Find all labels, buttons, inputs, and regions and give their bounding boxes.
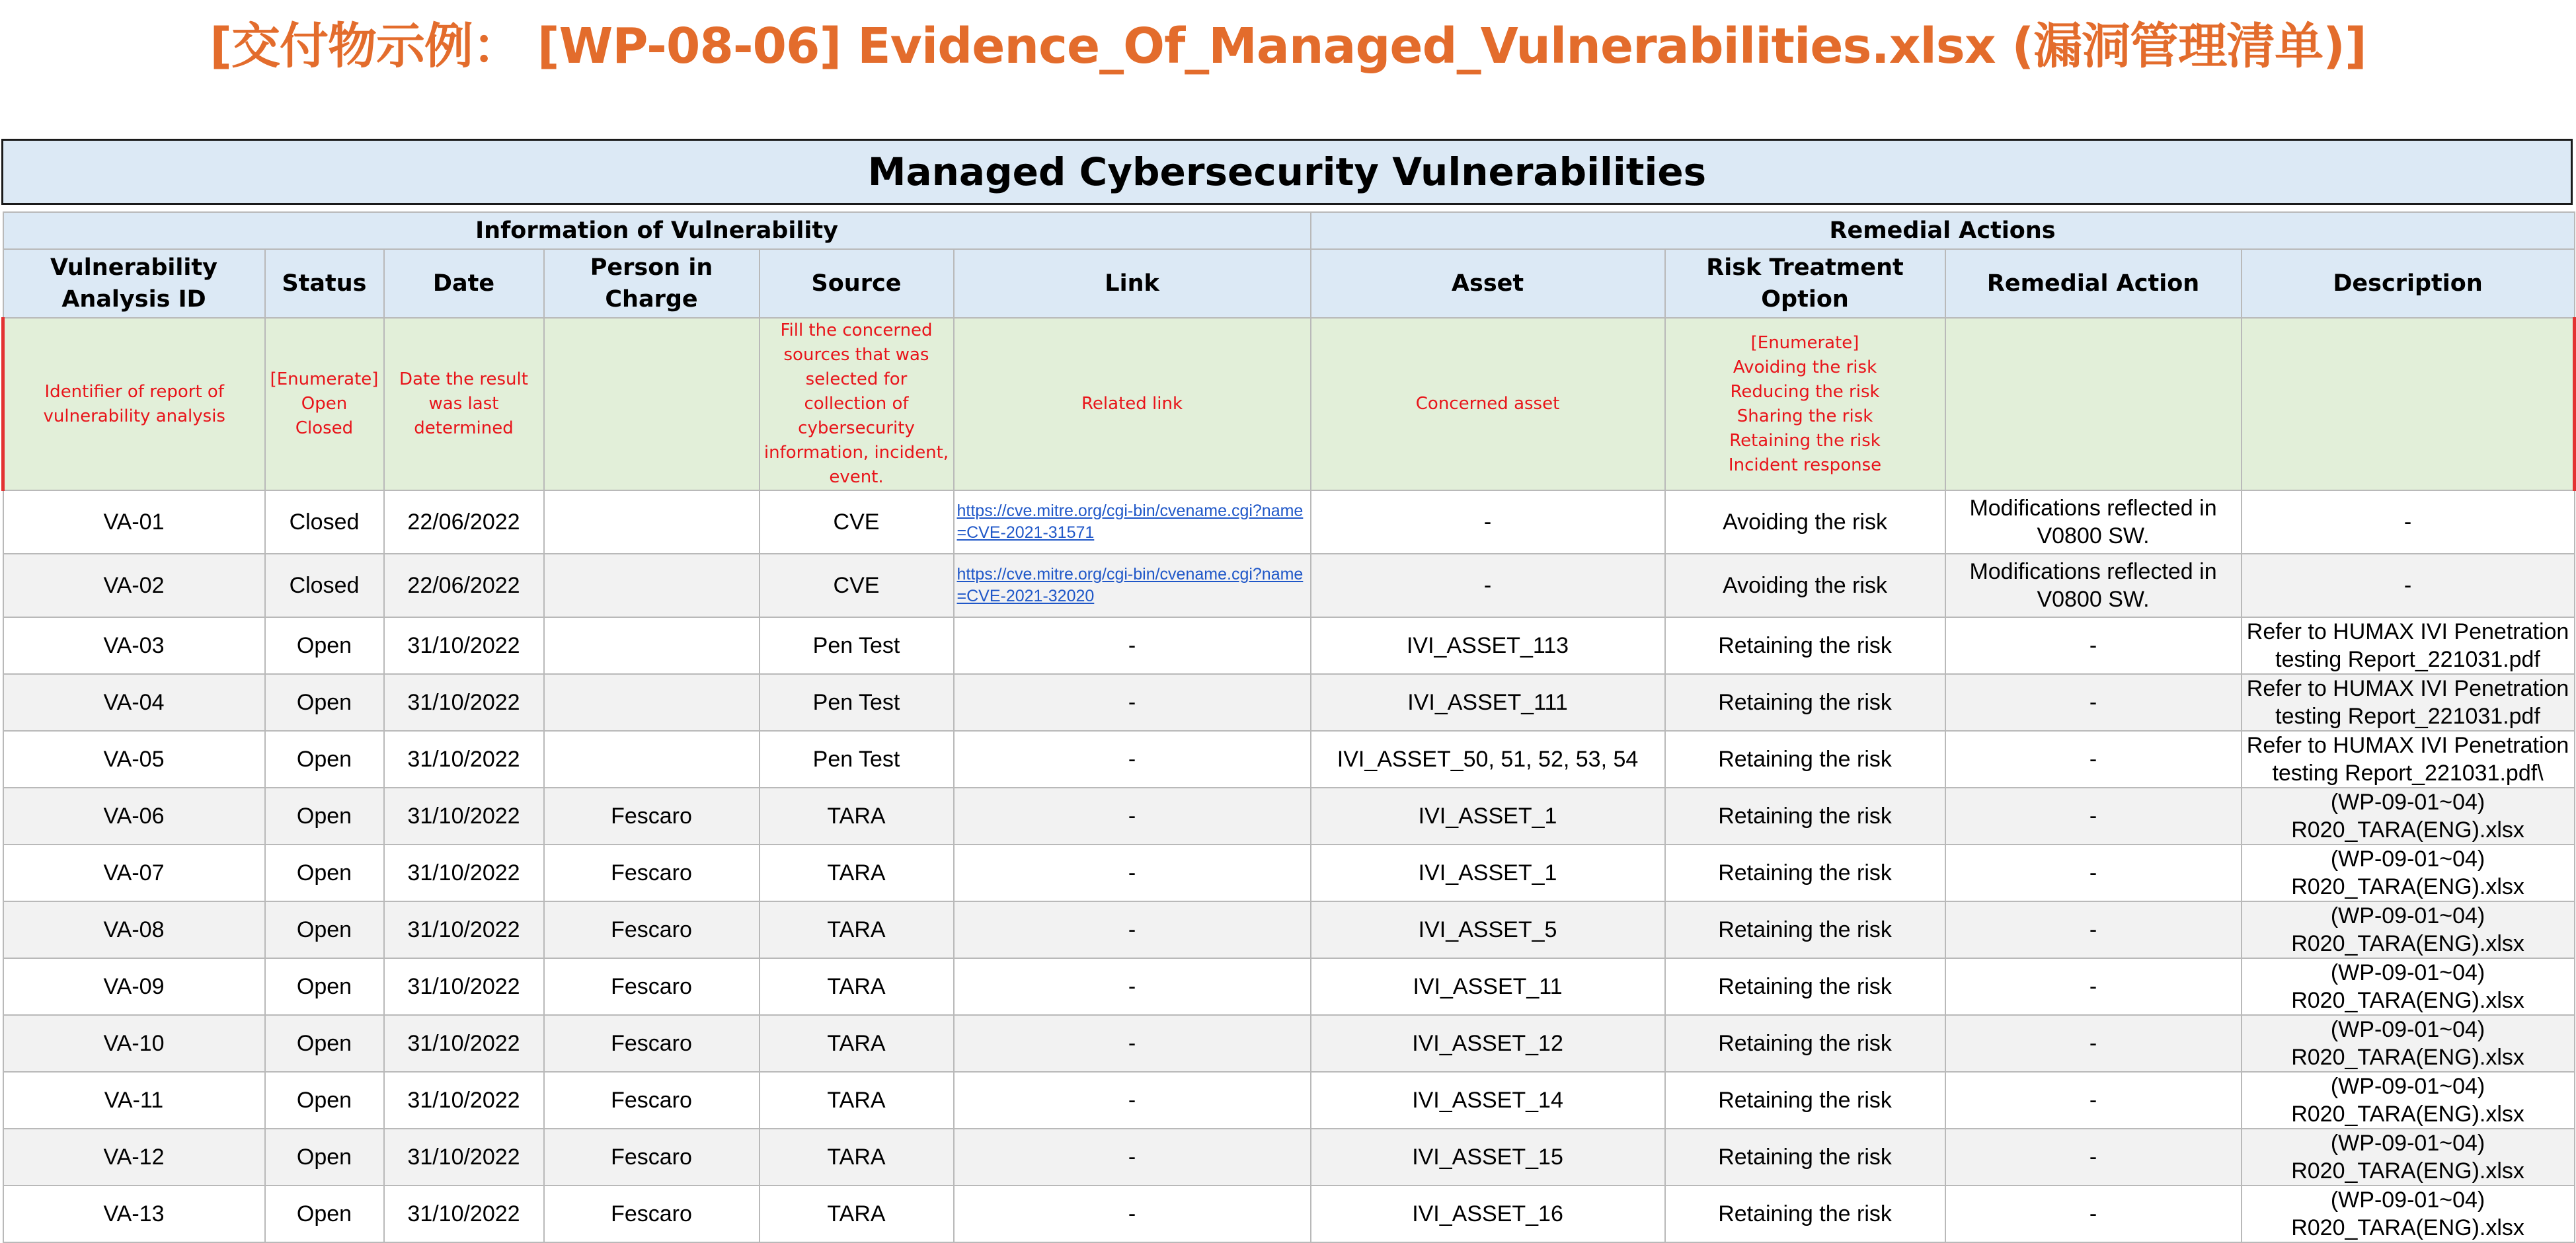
cell-description: (WP-09-01~04) R020_TARA(ENG).xlsx xyxy=(2242,788,2575,845)
cell-risk-treatment-option: Retaining the risk xyxy=(1665,1129,1945,1186)
guidance-status: [Enumerate] Open Closed xyxy=(265,318,384,490)
cell-person-in-charge: Fescaro xyxy=(544,958,760,1015)
cell-source: TARA xyxy=(760,845,954,901)
guidance-source: Fill the concerned sources that was selected for collection of cybersecurity information, incident, event. xyxy=(760,318,954,490)
column-header-asset: Asset xyxy=(1311,249,1665,318)
cell-vulnerability-id: VA-09 xyxy=(3,958,265,1015)
cell-vulnerability-id: VA-05 xyxy=(3,731,265,788)
cell-source: TARA xyxy=(760,1186,954,1242)
cell-status: Open xyxy=(265,674,384,731)
cell-vulnerability-id: VA-02 xyxy=(3,554,265,617)
cell-date: 31/10/2022 xyxy=(384,1186,544,1242)
cell-risk-treatment-option: Retaining the risk xyxy=(1665,1186,1945,1242)
cell-remedial-action: - xyxy=(1945,674,2242,731)
cell-date: 31/10/2022 xyxy=(384,731,544,788)
cell-source: Pen Test xyxy=(760,731,954,788)
cell-description: - xyxy=(2242,490,2575,554)
cell-person-in-charge: Fescaro xyxy=(544,1015,760,1072)
column-header-risk-treatment-option: Risk Treatment Option xyxy=(1665,249,1945,318)
cell-date: 22/06/2022 xyxy=(384,490,544,554)
cell-date: 31/10/2022 xyxy=(384,1072,544,1129)
cell-risk-treatment-option: Retaining the risk xyxy=(1665,901,1945,958)
cell-status: Open xyxy=(265,788,384,845)
cell-link xyxy=(954,554,1311,617)
cell-risk-treatment-option: Retaining the risk xyxy=(1665,617,1945,674)
guidance-description xyxy=(2242,318,2575,490)
cell-vulnerability-id: VA-04 xyxy=(3,674,265,731)
cell-status: Closed xyxy=(265,490,384,554)
cell-status: Open xyxy=(265,731,384,788)
table-row xyxy=(3,1129,2575,1186)
table-row xyxy=(3,788,2575,845)
cell-status: Open xyxy=(265,1186,384,1242)
guidance-vulnerability-id: Identifier of report of vulnerability analysis xyxy=(3,318,265,490)
cell-date: 31/10/2022 xyxy=(384,1015,544,1072)
cell-vulnerability-id: VA-11 xyxy=(3,1072,265,1129)
cell-status: Open xyxy=(265,1072,384,1129)
cell-asset: IVI_ASSET_16 xyxy=(1311,1186,1665,1242)
cell-asset: IVI_ASSET_111 xyxy=(1311,674,1665,731)
cell-link xyxy=(954,490,1311,554)
cell-asset: IVI_ASSET_113 xyxy=(1311,617,1665,674)
table-body xyxy=(3,490,2575,1242)
table-row xyxy=(3,845,2575,901)
cell-person-in-charge xyxy=(544,674,760,731)
cell-status: Open xyxy=(265,1129,384,1186)
guidance-asset: Concerned asset xyxy=(1311,318,1665,490)
cve-link[interactable]: https://cve.mitre.org/cgi-bin/cvename.cgi?name=CVE-2021-31571 xyxy=(956,502,1304,542)
cell-description: Refer to HUMAX IVI Penetration testing Report_221031.pdf xyxy=(2242,617,2575,674)
cell-asset: IVI_ASSET_50, 51, 52, 53, 54 xyxy=(1311,731,1665,788)
table-row xyxy=(3,1072,2575,1129)
table-row xyxy=(3,490,2575,554)
cell-link: - xyxy=(954,674,1311,731)
cell-risk-treatment-option: Retaining the risk xyxy=(1665,1015,1945,1072)
cell-description: Refer to HUMAX IVI Penetration testing Report_221031.pdf xyxy=(2242,674,2575,731)
cell-person-in-charge xyxy=(544,617,760,674)
cell-status: Closed xyxy=(265,554,384,617)
table-row xyxy=(3,1186,2575,1242)
cell-date: 31/10/2022 xyxy=(384,845,544,901)
cell-risk-treatment-option: Avoiding the risk xyxy=(1665,554,1945,617)
cell-asset: IVI_ASSET_12 xyxy=(1311,1015,1665,1072)
cell-person-in-charge: Fescaro xyxy=(544,901,760,958)
column-header-source: Source xyxy=(760,249,954,318)
cell-remedial-action: - xyxy=(1945,731,2242,788)
cell-remedial-action: - xyxy=(1945,845,2242,901)
cell-description: (WP-09-01~04) R020_TARA(ENG).xlsx xyxy=(2242,958,2575,1015)
cell-remedial-action: - xyxy=(1945,1186,2242,1242)
cell-status: Open xyxy=(265,901,384,958)
cell-link: - xyxy=(954,617,1311,674)
cell-person-in-charge xyxy=(544,490,760,554)
cell-status: Open xyxy=(265,617,384,674)
column-header-description: Description xyxy=(2242,249,2575,318)
cell-person-in-charge xyxy=(544,554,760,617)
cell-person-in-charge: Fescaro xyxy=(544,1072,760,1129)
guidance-remedial-action xyxy=(1945,318,2242,490)
column-header-link: Link xyxy=(954,249,1311,318)
cell-source: Pen Test xyxy=(760,674,954,731)
column-header-date: Date xyxy=(384,249,544,318)
cell-description: (WP-09-01~04) R020_TARA(ENG).xlsx xyxy=(2242,1186,2575,1242)
cell-link: - xyxy=(954,845,1311,901)
guidance-link: Related link xyxy=(954,318,1311,490)
group-header-remedial-actions: Remedial Actions xyxy=(1311,212,2575,249)
column-header-person-in-charge: Person in Charge xyxy=(544,249,760,318)
cell-remedial-action: - xyxy=(1945,1129,2242,1186)
cell-asset: IVI_ASSET_11 xyxy=(1311,958,1665,1015)
cell-asset: IVI_ASSET_1 xyxy=(1311,845,1665,901)
cell-risk-treatment-option: Retaining the risk xyxy=(1665,674,1945,731)
cell-risk-treatment-option: Retaining the risk xyxy=(1665,1072,1945,1129)
table-row xyxy=(3,617,2575,674)
cell-asset: IVI_ASSET_14 xyxy=(1311,1072,1665,1129)
column-header-status: Status xyxy=(265,249,384,318)
cell-description: - xyxy=(2242,554,2575,617)
cell-remedial-action: - xyxy=(1945,1072,2242,1129)
cell-date: 31/10/2022 xyxy=(384,788,544,845)
cell-person-in-charge: Fescaro xyxy=(544,1186,760,1242)
cell-source: TARA xyxy=(760,1129,954,1186)
table-row xyxy=(3,958,2575,1015)
cve-link[interactable]: https://cve.mitre.org/cgi-bin/cvename.cgi?name=CVE-2021-32020 xyxy=(956,565,1304,605)
cell-person-in-charge: Fescaro xyxy=(544,1129,760,1186)
table-row xyxy=(3,731,2575,788)
cell-description: (WP-09-01~04) R020_TARA(ENG).xlsx xyxy=(2242,1072,2575,1129)
cell-description: (WP-09-01~04) R020_TARA(ENG).xlsx xyxy=(2242,1129,2575,1186)
guidance-date: Date the result was last determined xyxy=(384,318,544,490)
cell-person-in-charge: Fescaro xyxy=(544,788,760,845)
cell-remedial-action: Modifications reflected in V0800 SW. xyxy=(1945,554,2242,617)
cell-remedial-action: - xyxy=(1945,1015,2242,1072)
spreadsheet xyxy=(1,139,2573,1243)
cell-asset: IVI_ASSET_5 xyxy=(1311,901,1665,958)
cell-remedial-action: - xyxy=(1945,958,2242,1015)
sheet-title: Managed Cybersecurity Vulnerabilities xyxy=(1,139,2573,205)
cell-source: TARA xyxy=(760,788,954,845)
cell-vulnerability-id: VA-08 xyxy=(3,901,265,958)
cell-remedial-action: Modifications reflected in V0800 SW. xyxy=(1945,490,2242,554)
group-header-row xyxy=(3,212,2575,249)
cell-link: - xyxy=(954,1015,1311,1072)
cell-remedial-action: - xyxy=(1945,901,2242,958)
cell-source: CVE xyxy=(760,490,954,554)
cell-date: 31/10/2022 xyxy=(384,901,544,958)
cell-vulnerability-id: VA-03 xyxy=(3,617,265,674)
cell-person-in-charge xyxy=(544,731,760,788)
cell-risk-treatment-option: Avoiding the risk xyxy=(1665,490,1945,554)
cell-description: (WP-09-01~04) R020_TARA(ENG).xlsx xyxy=(2242,1015,2575,1072)
cell-vulnerability-id: VA-10 xyxy=(3,1015,265,1072)
cell-date: 31/10/2022 xyxy=(384,617,544,674)
cell-status: Open xyxy=(265,845,384,901)
cell-source: TARA xyxy=(760,1015,954,1072)
guidance-person-in-charge xyxy=(544,318,760,490)
cell-status: Open xyxy=(265,1015,384,1072)
cell-remedial-action: - xyxy=(1945,617,2242,674)
guidance-row xyxy=(3,318,2575,490)
cell-asset: - xyxy=(1311,490,1665,554)
cell-person-in-charge: Fescaro xyxy=(544,845,760,901)
cell-status: Open xyxy=(265,958,384,1015)
cell-link: - xyxy=(954,1129,1311,1186)
cell-asset: IVI_ASSET_1 xyxy=(1311,788,1665,845)
vulnerability-table xyxy=(1,211,2576,1243)
cell-link: - xyxy=(954,731,1311,788)
cell-link: - xyxy=(954,1072,1311,1129)
cell-risk-treatment-option: Retaining the risk xyxy=(1665,845,1945,901)
cell-date: 22/06/2022 xyxy=(384,554,544,617)
cell-source: TARA xyxy=(760,901,954,958)
cell-date: 31/10/2022 xyxy=(384,958,544,1015)
cell-link: - xyxy=(954,901,1311,958)
cell-vulnerability-id: VA-01 xyxy=(3,490,265,554)
cell-vulnerability-id: VA-06 xyxy=(3,788,265,845)
column-header-vulnerability-id: Vulnerability Analysis ID xyxy=(3,249,265,318)
cell-asset: - xyxy=(1311,554,1665,617)
cell-source: TARA xyxy=(760,1072,954,1129)
cell-source: Pen Test xyxy=(760,617,954,674)
page-title: [交付物示例： [WP-08-06] Evidence_Of_Managed_Vulnerabilities.xlsx (漏洞管理清单)] xyxy=(210,18,2366,75)
cell-source: TARA xyxy=(760,958,954,1015)
cell-risk-treatment-option: Retaining the risk xyxy=(1665,731,1945,788)
cell-remedial-action: - xyxy=(1945,788,2242,845)
cell-risk-treatment-option: Retaining the risk xyxy=(1665,958,1945,1015)
cell-date: 31/10/2022 xyxy=(384,1129,544,1186)
group-header-information: Information of Vulnerability xyxy=(3,212,1311,249)
cell-date: 31/10/2022 xyxy=(384,674,544,731)
cell-link: - xyxy=(954,788,1311,845)
table-row xyxy=(3,901,2575,958)
cell-asset: IVI_ASSET_15 xyxy=(1311,1129,1665,1186)
table-row xyxy=(3,1015,2575,1072)
cell-vulnerability-id: VA-13 xyxy=(3,1186,265,1242)
cell-link: - xyxy=(954,958,1311,1015)
table-row xyxy=(3,554,2575,617)
guidance-risk-treatment-option: [Enumerate] Avoiding the risk Reducing the risk Sharing the risk Retaining the risk Incident response xyxy=(1665,318,1945,490)
table-row xyxy=(3,674,2575,731)
cell-link: - xyxy=(954,1186,1311,1242)
column-header-row xyxy=(3,249,2575,318)
column-header-remedial-action: Remedial Action xyxy=(1945,249,2242,318)
cell-source: CVE xyxy=(760,554,954,617)
cell-risk-treatment-option: Retaining the risk xyxy=(1665,788,1945,845)
cell-description: Refer to HUMAX IVI Penetration testing Report_221031.pdf\ xyxy=(2242,731,2575,788)
cell-vulnerability-id: VA-07 xyxy=(3,845,265,901)
cell-vulnerability-id: VA-12 xyxy=(3,1129,265,1186)
cell-description: (WP-09-01~04) R020_TARA(ENG).xlsx xyxy=(2242,845,2575,901)
cell-description: (WP-09-01~04) R020_TARA(ENG).xlsx xyxy=(2242,901,2575,958)
